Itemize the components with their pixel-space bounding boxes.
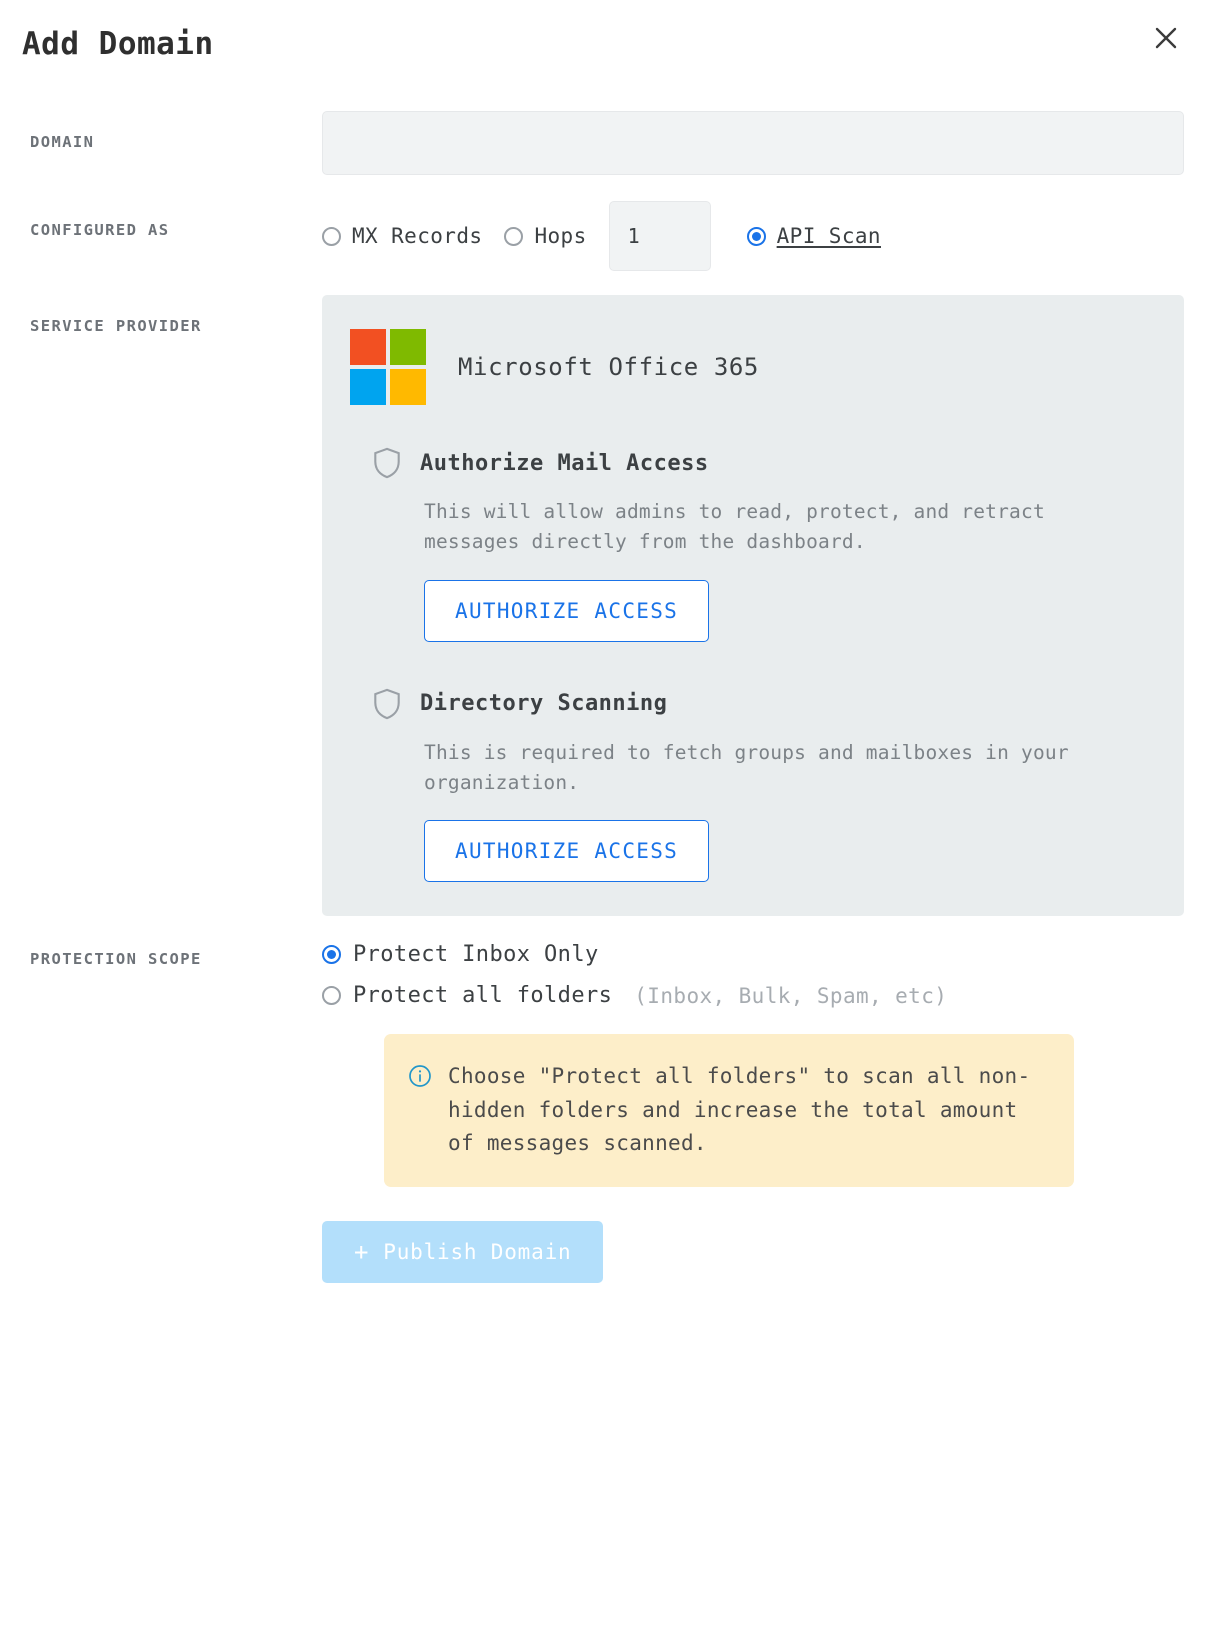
configured-as-label: CONFIGURED AS [30,221,170,240]
service-provider-label: SERVICE PROVIDER [30,317,202,336]
info-icon [408,1064,432,1088]
provider-header [350,329,1154,405]
radio-hops-label: Hops [534,224,587,249]
authorize-mail-access-block [350,447,1154,641]
authorize-mail-access-button[interactable]: AUTHORIZE ACCESS [424,580,709,642]
authorize-mail-access-description: This will allow admins to read, protect, and retract messages directly from the dashboard. [424,500,1045,554]
shield-icon [372,688,402,720]
radio-mx-records-indicator[interactable] [322,227,341,246]
service-provider-panel [322,295,1184,916]
shield-icon [372,447,402,479]
directory-scanning-title: Directory Scanning [420,691,668,717]
publish-domain-label: Publish Domain [383,1239,572,1264]
plus-icon: + [354,1237,370,1266]
directory-scanning-description: This is required to fetch groups and mailboxes in your organization. [424,740,1069,794]
radio-protect-all-folders-indicator[interactable] [322,986,341,1005]
dialog-header [0,0,1214,63]
configured-as-row [30,201,1184,271]
radio-mx-records[interactable] [322,224,482,248]
radio-protect-all-folders-label: Protect all folders [353,983,613,1009]
directory-scanning-header [350,688,1154,720]
protection-scope-info-text: Choose "Protect all folders" to scan all non-hidden folders and increase the total amount of messages scanned. [448,1064,1031,1156]
publish-domain-wrap [322,1221,1184,1283]
protection-scope-row [30,942,1184,1283]
provider-name: Microsoft Office 365 [458,353,759,382]
radio-api-scan-indicator[interactable] [747,227,766,246]
protection-scope-label: PROTECTION SCOPE [30,950,202,969]
radio-api-scan[interactable] [747,224,881,248]
publish-domain-button[interactable] [322,1221,603,1283]
radio-api-scan-label: API Scan [776,224,881,249]
service-provider-row [30,295,1184,916]
radio-protect-inbox-only-label: Protect Inbox Only [353,942,599,968]
add-domain-form [0,111,1214,1283]
directory-scanning-button[interactable]: AUTHORIZE ACCESS [424,820,709,882]
domain-label: DOMAIN [30,133,95,152]
authorize-mail-access-title: Authorize Mail Access [420,450,709,476]
radio-protect-inbox-only-indicator[interactable] [322,945,341,964]
radio-protect-inbox-only[interactable] [322,942,1184,967]
domain-input[interactable] [322,111,1184,175]
directory-scanning-block [350,688,1154,882]
radio-protect-all-folders-hint: (Inbox, Bulk, Spam, etc) [634,983,948,1008]
page-title: Add Domain [22,26,214,62]
radio-protect-all-folders[interactable] [322,983,1184,1008]
authorize-mail-access-header [350,447,1154,479]
radio-mx-records-label: MX Records [352,224,483,249]
radio-hops-indicator[interactable] [504,227,523,246]
hops-input[interactable] [609,201,711,271]
close-icon[interactable] [1146,18,1186,58]
domain-row [30,111,1184,175]
configured-as-options [322,201,1184,271]
protection-scope-info-box [384,1034,1074,1187]
radio-hops[interactable] [504,224,586,248]
microsoft-logo-icon [350,329,426,405]
